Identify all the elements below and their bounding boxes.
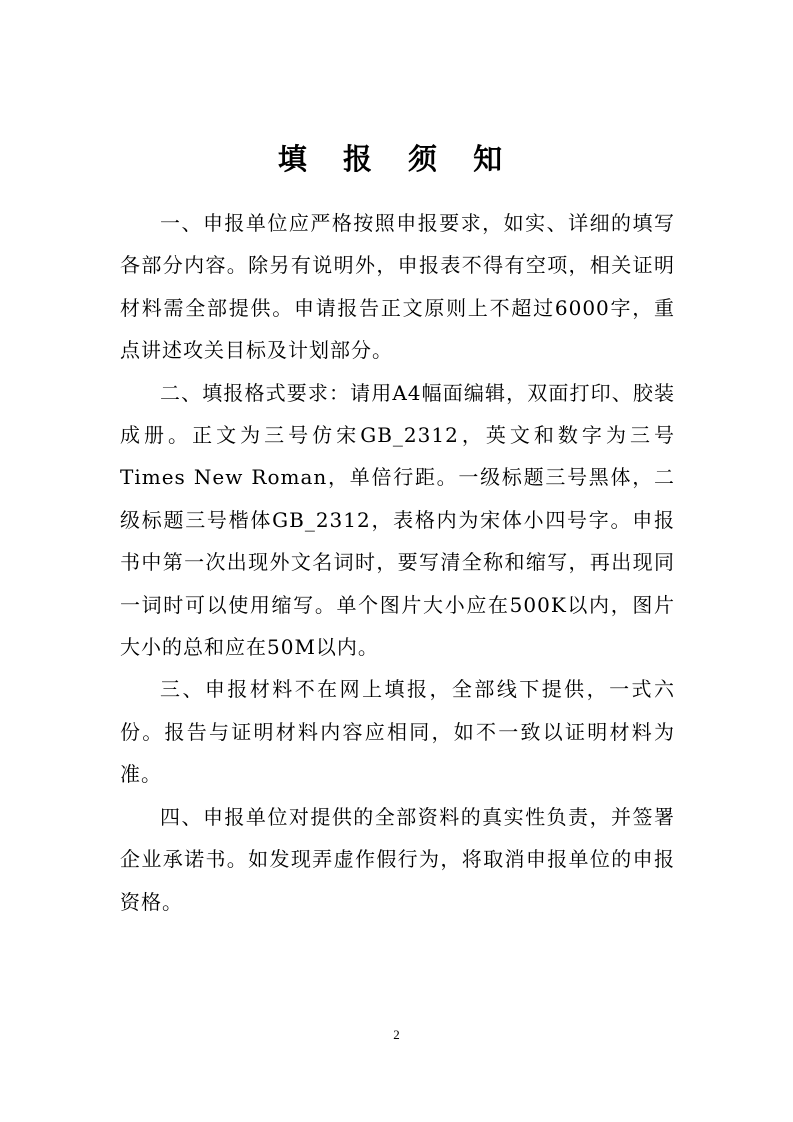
paragraph-2: 二、填报格式要求：请用A4幅面编辑，双面打印、胶装成册。正文为三号仿宋GB_2312，英文和数字为三号Times New Roman，单倍行距。一级标题三号黑体，二级标题三号楷体GB_2312，表格内为宋体小四号字。申报书中第一次出现外文名词时，要写清全称和缩写，再出现同一词时可以使用缩写。单个图片大小应在500K以内，图片大小的总和应在50M以内。 bbox=[120, 380, 675, 660]
page-title: 填 报 须 知 bbox=[277, 142, 516, 176]
paragraph-1: 一、申报单位应严格按照申报要求，如实、详细的填写各部分内容。除另有说明外，申报表不得有空项，相关证明材料需全部提供。申请报告正文原则上不超过6000字，重点讲述攻关目标及计划部分。 bbox=[120, 211, 675, 363]
document-body bbox=[120, 202, 675, 923]
page-number: 2 bbox=[393, 1027, 400, 1042]
paragraph-3: 三、申报材料不在网上填报，全部线下提供，一式六份。报告与证明材料内容应相同，如不一致以证明材料为准。 bbox=[120, 677, 675, 787]
paragraph-4: 四、申报单位对提供的全部资料的真实性负责，并签署企业承诺书。如发现弄虚作假行为，将取消申报单位的申报资格。 bbox=[120, 804, 675, 914]
